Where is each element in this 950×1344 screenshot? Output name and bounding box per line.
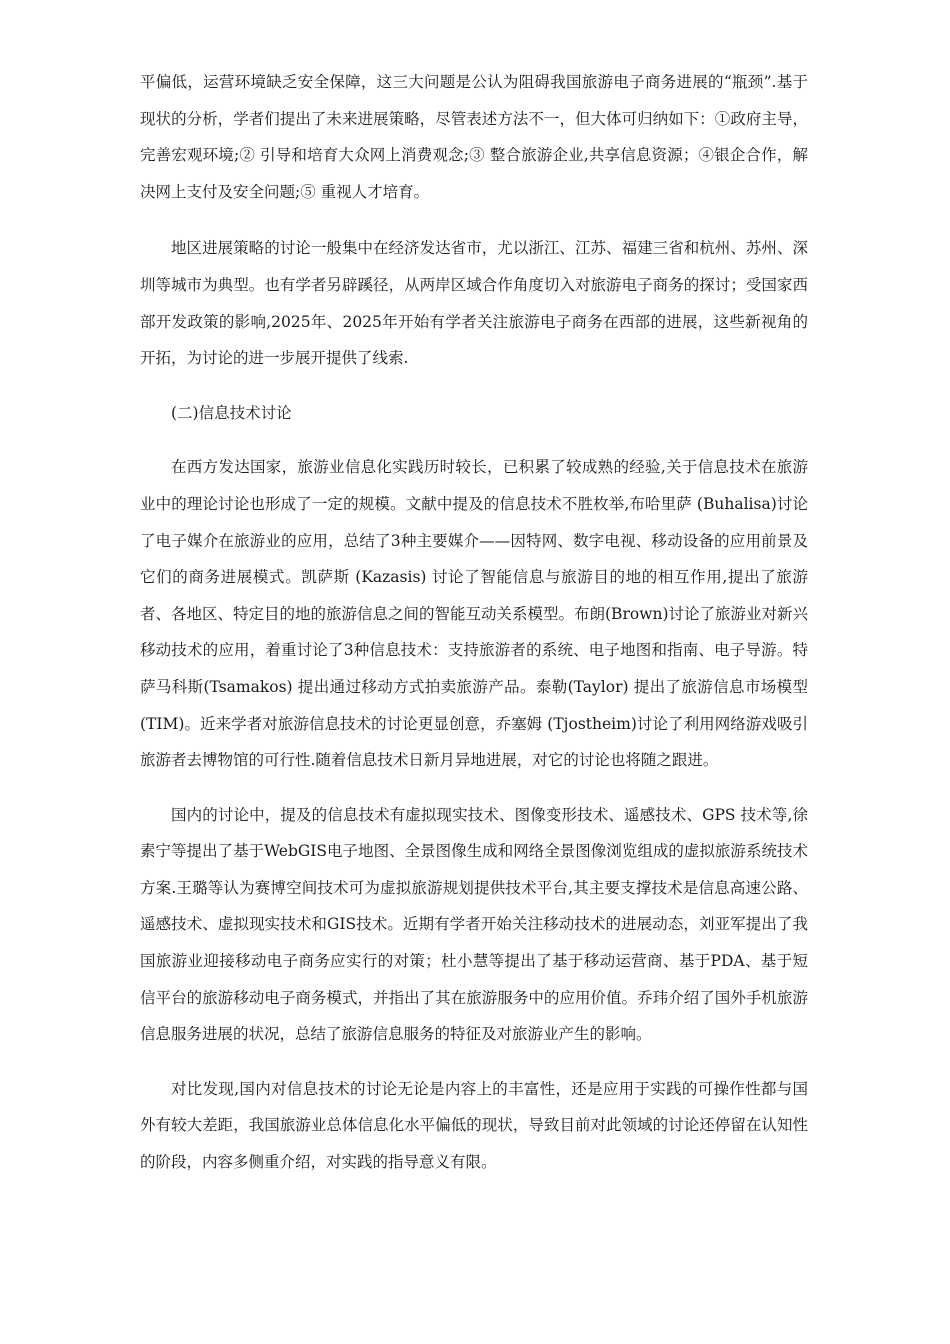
paragraph-domestic-research: 国内的讨论中，提及的信息技术有虚拟现实技术、图像变形技术、遥感技术、GPS 技术等,徐素宁等提出了基于WebGIS电子地图、全景图像生成和网络全景图像浏览组成的虚拟旅游系统技术方案.王璐等认为赛博空间技术可为虚拟旅游规划提供技术平台,其主要支撑技术是信息高速公路、遥感技术、虚拟现实技术和GIS技术。近期有学者开始关注移动技术的进展动态，刘亚军提出了我国旅游业迎接移动电子商务应实行的对策；杜小慧等提出了基于移动运营商、基于PDA、基于短信平台的旅游移动电子商务模式，并指出了其在旅游服务中的应用价值。乔玮介绍了国外手机旅游信息服务进展的状况，总结了旅游信息服务的特征及对旅游业产生的影响。 xyxy=(140,805,808,1044)
document-body xyxy=(140,64,808,1199)
paragraph-regional-strategy: 地区进展策略的讨论一般集中在经济发达省市，尤以浙江、江苏、福建三省和杭州、苏州、深圳等城市为典型。也有学者另辟蹊径，从两岸区域合作角度切入对旅游电子商务的探讨；受国家西部开发政策的影响,2025年、2025年开始有学者关注旅游电子商务在西部的进展，这些新视角的开拓，为讨论的进一步展开提供了线索. xyxy=(140,239,808,368)
paragraph-comparison: 对比发现,国内对信息技术的讨论无论是内容上的丰富性，还是应用于实践的可操作性都与国外有较大差距，我国旅游业总体信息化水平偏低的现状，导致目前对此领域的讨论还停留在认知性的阶段，内容多侧重介绍，对实践的指导意义有限。 xyxy=(140,1079,808,1172)
paragraph-continuation: 平偏低，运营环境缺乏安全保障，这三大问题是公认为阻碍我国旅游电子商务进展的“瓶颈”.基于现状的分析，学者们提出了未来进展策略，尽管表述方法不一，但大体可归纳如下：①政府主导，完善宏观环境;② 引导和培育大众网上消费观念;③ 整合旅游企业,共享信息资源；④银企合作，解决网上支付及安全问题;⑤ 重视人才培育。 xyxy=(140,73,808,201)
section-heading: (二)信息技术讨论 xyxy=(171,403,292,422)
paragraph-western-research: 在西方发达国家，旅游业信息化实践历时较长，已积累了较成熟的经验,关于信息技术在旅游业中的理论讨论也形成了一定的规模。文献中提及的信息技术不胜枚举,布哈里萨 (Buhalisa)讨论了电子媒介在旅游业的应用，总结了3种主要媒介——因特网、数字电视、移动设备的应用前景及它们的商务进展模式。凯萨斯 (Kazasis) 讨论了智能信息与旅游目的地的相互作用,提出了旅游者、各地区、特定目的地的旅游信息之间的智能互动关系模型。布朗(Brown)讨论了旅游业对新兴移动技术的应用，着重讨论了3种信息技术：支持旅游者的系统、电子地图和指南、电子导游。特萨马科斯(Tsamakos) 提出通过移动方式拍卖旅游产品。泰勒(Taylor) 提出了旅游信息市场模型 (TIM)。近来学者对旅游信息技术的讨论更显创意，乔塞姆 (Tjostheim)讨论了利用网络游戏吸引旅游者去博物馆的可行性.随着信息技术日新月异地进展，对它的讨论也将随之跟进。 xyxy=(140,458,808,770)
